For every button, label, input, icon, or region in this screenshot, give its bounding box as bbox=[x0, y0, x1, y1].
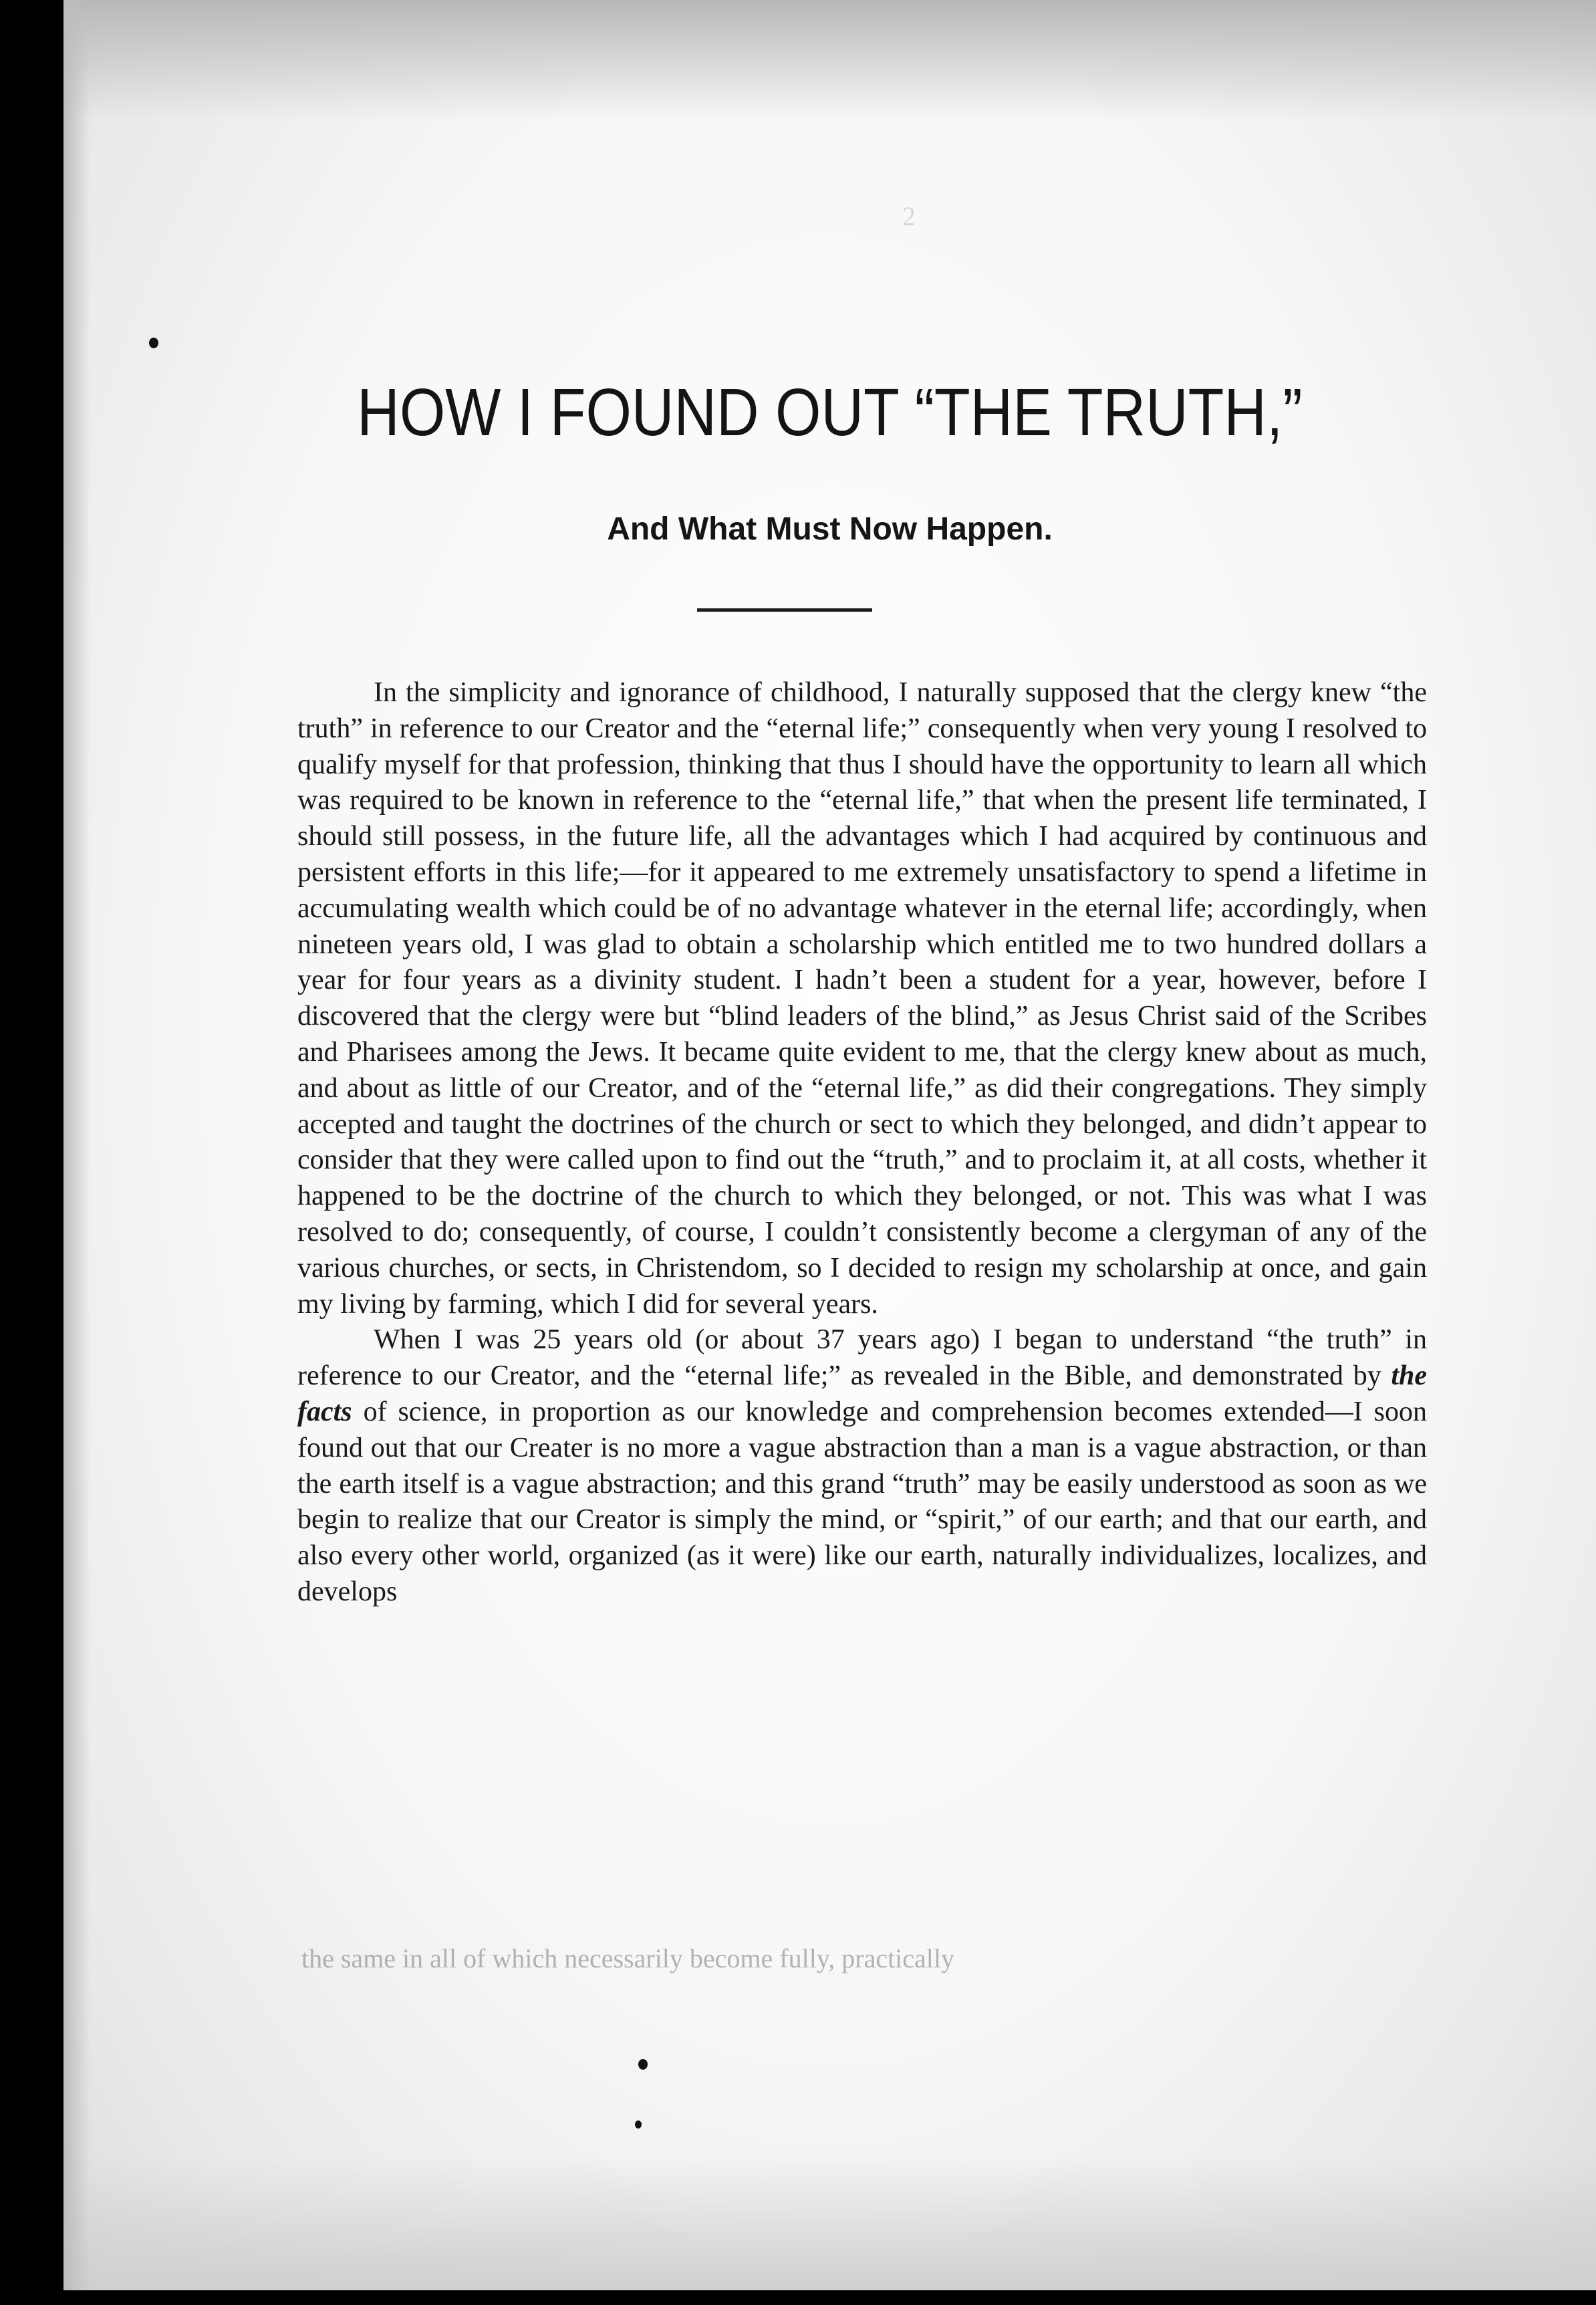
document-page bbox=[63, 0, 1596, 2290]
paragraph-2 bbox=[297, 1322, 1427, 1610]
page-title: HOW I FOUND OUT “THE TRUTH,” bbox=[357, 375, 1303, 450]
paragraph-2-text-a: When I was 25 years old (or about 37 years ago) I began to understand “the truth” in reference to our Creator, and the “eternal life;” as revealed in the Bible, and demonstrated by bbox=[297, 1324, 1427, 1392]
paragraph-2-text-b: of science, in proportion as our knowledge and comprehension becomes extended—I soon found out that our Creater is no more a vague abstraction than a man is a vague abstraction, or than the earth itself is a vague abstraction; and this grand “truth” may be easily understood as soon as we begin to realize that our Creator is simply the mind, or “spirit,” of our earth; and that our earth, and also every other world, organized (as it were) like our earth, naturally individualizes, localizes, and develops bbox=[297, 1396, 1427, 1607]
bleed-through-text: the same in all of which necessarily become fully, practically bbox=[301, 1943, 955, 1973]
body-text bbox=[297, 675, 1427, 1610]
page-subtitle: And What Must Now Happen. bbox=[607, 511, 1053, 547]
ink-speck bbox=[149, 338, 158, 348]
page-shadow-edge bbox=[63, 0, 90, 2290]
page-number: 2 bbox=[902, 201, 916, 231]
ink-speck bbox=[635, 2120, 642, 2129]
paragraph-1: In the simplicity and ignorance of childhood, I naturally supposed that the clergy knew “the truth” in reference to our Creator and the “eternal life;” consequently when very young I resolved to qualify myself for that profession, thinking that thus I should have the opportunity to learn all which was required to be known in reference to the “eternal life,” that when the present life terminated, I should still possess, in the future life, all the advantages which I had acquired by continuous and persistent efforts in this life;—for it appeared to me extremely unsatisfactory to spend a lifetime in accumulating wealth which could be of no advantage whatever in the eternal life; accordingly, when nineteen years old, I was glad to obtain a scholarship which entitled me to two hundred dollars a year for four years as a divinity student. I hadn’t been a student for a year, however, before I discovered that the clergy were but “blind leaders of the blind,” as Jesus Christ said of the Scribes and Pharisees among the Jews. It became quite evident to me, that the clergy knew about as much, and about as little of our Creator, and of the “eternal life,” as did their congregations. They simply accepted and taught the doctrines of the church or sect to which they belonged, and didn’t appear to consider that they were called upon to find out the “truth,” and to proclaim it, at all costs, whether it happened to be the doctrine of the church to which they belonged, or not. This was what I was resolved to do; consequently, of course, I couldn’t consistently become a clergyman of any of the various churches, or sects, in Christendom, so I decided to resign my scholarship at once, and gain my living by farming, which I did for several years. bbox=[297, 677, 1427, 1320]
paragraph-2-emphasis: the facts bbox=[297, 1360, 1427, 1427]
title-rule bbox=[697, 608, 872, 612]
ink-speck bbox=[638, 2059, 648, 2070]
